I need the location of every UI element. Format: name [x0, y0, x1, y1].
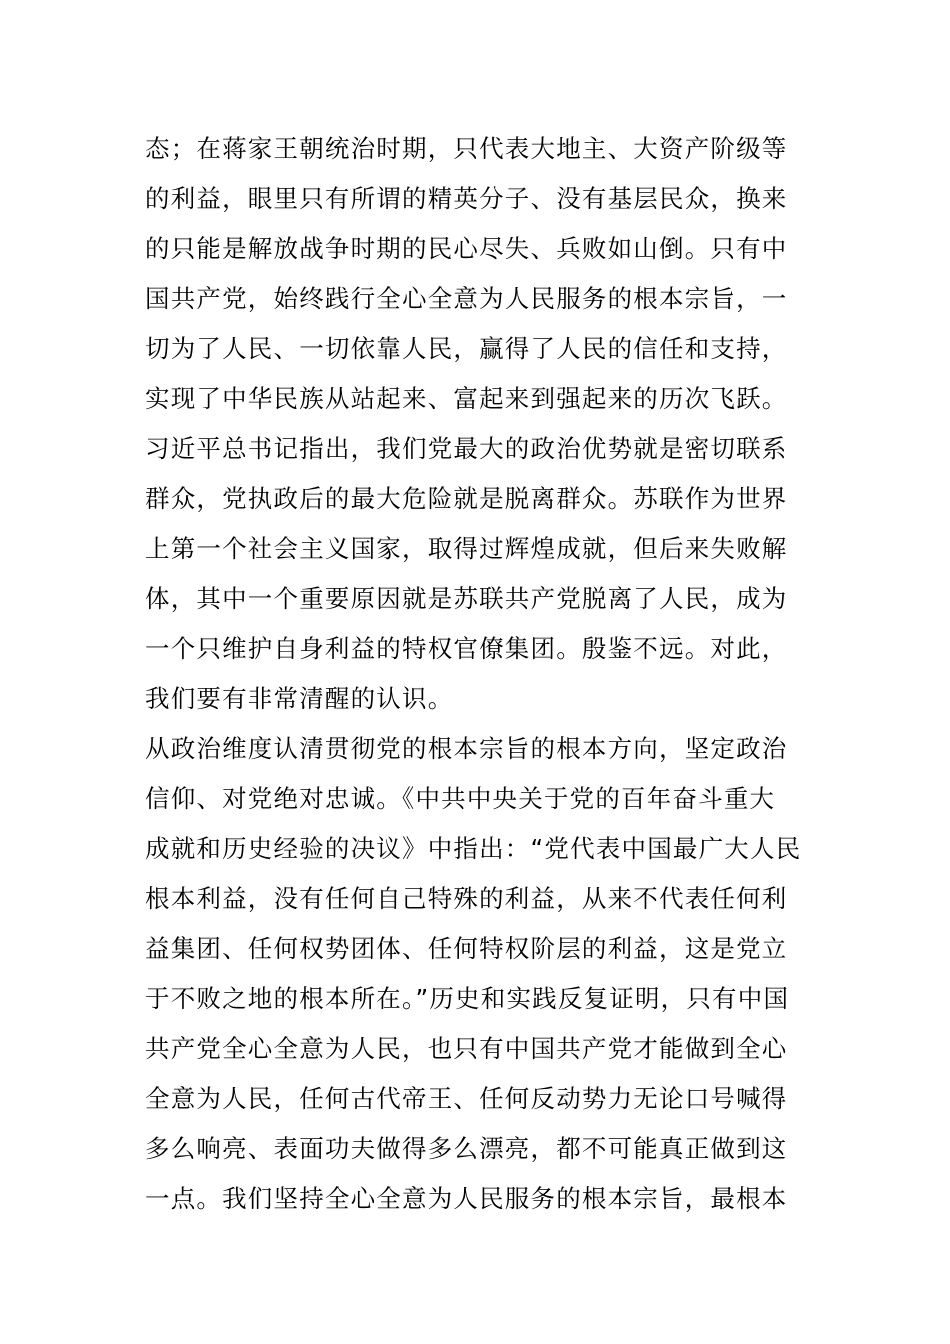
text-line: 实现了中华民族从站起来、富起来到强起来的历次飞跃。 — [145, 384, 788, 413]
text-line: 从政治维度认清贯彻党的根本宗旨的根本方向，坚定政治 — [145, 734, 788, 763]
text-line: 于不败之地的根本所在。”历史和实践反复证明，只有中国 — [145, 984, 790, 1013]
text-line: 群众，党执政后的最大危险就是脱离群众。苏联作为世界 — [145, 484, 788, 513]
text-line: 全意为人民，任何古代帝王、任何反动势力无论口号喊得 — [145, 1084, 788, 1113]
text-line: 一个只维护自身利益的特权官僚集团。殷鉴不远。对此， — [145, 634, 788, 663]
text-line: 信仰、对党绝对忠诚。《中共中央关于党的百年奋斗重大 — [145, 784, 776, 813]
body-text — [145, 124, 810, 1224]
text-line: 多么响亮、表面功夫做得多么漂亮，都不可能真正做到这 — [145, 1134, 788, 1163]
text-line: 益集团、任何权势团体、任何特权阶层的利益，这是党立 — [145, 934, 788, 963]
text-line: 一点。我们坚持全心全意为人民服务的根本宗旨，最根本 — [145, 1184, 788, 1213]
text-line: 的利益，眼里只有所谓的精英分子、没有基层民众，换来 — [145, 184, 788, 213]
text-line: 的只能是解放战争时期的民心尽失、兵败如山倒。只有中 — [145, 234, 788, 263]
text-line: 习近平总书记指出，我们党最大的政治优势就是密切联系 — [145, 434, 788, 463]
text-line: 上第一个社会主义国家，取得过辉煌成就，但后来失败解 — [145, 534, 788, 563]
text-line: 国共产党，始终践行全心全意为人民服务的根本宗旨，一 — [145, 284, 788, 313]
text-line: 体，其中一个重要原因就是苏联共产党脱离了人民，成为 — [145, 584, 788, 613]
text-line: 我们要有非常清醒的认识。 — [145, 684, 454, 713]
text-line: 共产党全心全意为人民，也只有中国共产党才能做到全心 — [145, 1034, 788, 1063]
text-line: 切为了人民、一切依靠人民，赢得了人民的信任和支持， — [145, 334, 788, 363]
text-line: 态；在蒋家王朝统治时期，只代表大地主、大资产阶级等 — [145, 134, 788, 163]
text-line: 根本利益，没有任何自己特殊的利益，从来不代表任何利 — [145, 884, 788, 913]
text-line: 成就和历史经验的决议》中指出：“党代表中国最广大人民 — [145, 834, 802, 863]
